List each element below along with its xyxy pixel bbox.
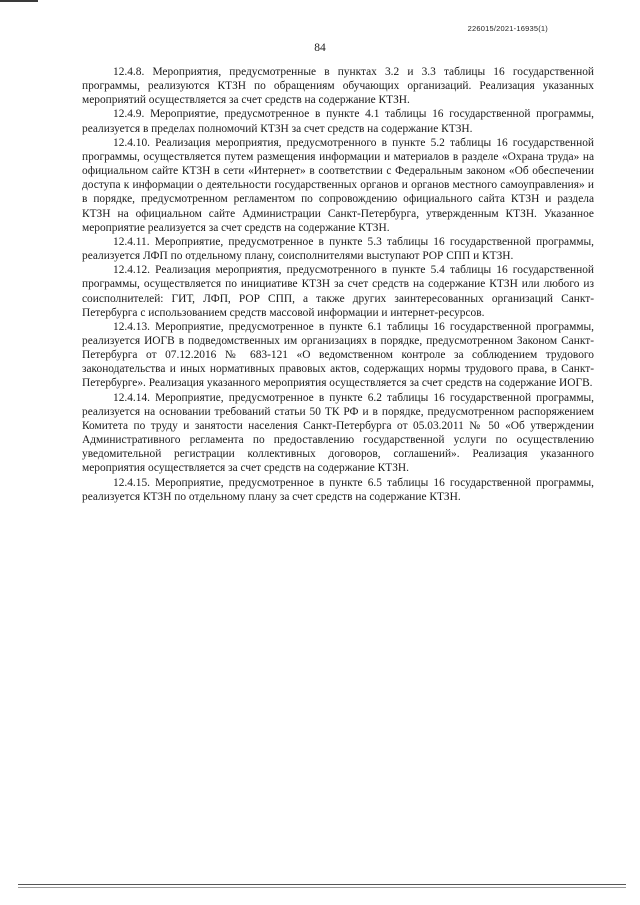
- paragraph-12-4-11: 12.4.11. Мероприятие, предусмотренное в пункте 5.3 таблицы 16 государственной программы, реализуется ЛФП по отдельному плану, соисполнителями выступают РОР СПП и КТЗН.: [82, 235, 594, 263]
- paragraph-12-4-9: 12.4.9. Мероприятие, предусмотренное в пункте 4.1 таблицы 16 государственной программы, реализуется в пределах полномочий КТЗН за счет средств на содержание КТЗН.: [82, 108, 594, 135]
- paragraph-12-4-10: 12.4.10. Реализация мероприятия, предусмотренного в пункте 5.2 таблицы 16 государственной программы, осуществляется путем размещения информации и материалов в разделе «Охрана труда» на официальном сайте КТЗН в сети «Интернет» в соответствии с Федеральным законом «Об обеспечении доступа к информации о деятельности государственных органов и органов местного самоуправления» и в порядке, предусмотренном регламентом по сопровождению официального сайта КТЗН и раздела КТЗН на официальном сайте Администрации Санкт-Петербурга, утвержденным КТЗН. Указанное мероприятие реализуется за счет средств на содержание КТЗН.: [82, 136, 594, 234]
- paragraph-12-4-13: 12.4.13. Мероприятие, предусмотренное в пункте 6.1 таблицы 16 государственной программы, реализуется ИОГВ в подведомственных им организациях в порядке, предусмотренном Законом Санкт-Петербурга от 07.12.2016 № 683-121 «О ведомственном контроле за соблюдением трудового законодательства и иных нормативных правовых актов, содержащих нормы трудового права, в Санкт-Петербурге». Реализация указанного мероприятия осуществляется за счет средств на содержание ИОГВ.: [82, 320, 594, 390]
- paragraph-12-4-8: 12.4.8. Мероприятия, предусмотренные в пунктах 3.2 и 3.3 таблицы 16 государственной программы, реализуются КТЗН по обращениям обучающих организаций. Реализация указанных мероприятий осуществляется за счет средств на содержание КТЗН.: [82, 66, 594, 107]
- scan-bottom-rule: [18, 884, 626, 885]
- paragraph-12-4-15: 12.4.15. Мероприятие, предусмотренное в пункте 6.5 таблицы 16 государственной программы, реализуется КТЗН по отдельному плану за счет средств на содержание КТЗН.: [82, 476, 594, 503]
- document-body: [82, 65, 594, 504]
- page-number: 84: [314, 42, 326, 54]
- scan-bottom-rule-secondary: [18, 887, 626, 888]
- paragraph-12-4-12: 12.4.12. Реализация мероприятия, предусмотренного в пункте 5.4 таблицы 16 государственной программы, осуществляется по инициативе КТЗН за счет средств на содержание КТЗН или любого из соисполнителей: ГИТ, ЛФП, РОР СПП, а также других заинтересованных организаций Санкт-Петербурга с использованием средств массовой информации и интернет-ресурсов.: [82, 264, 594, 319]
- document-id: 226015/2021-16935(1): [467, 24, 548, 33]
- scan-corner-mark: [0, 0, 38, 2]
- paragraph-12-4-14: 12.4.14. Мероприятие, предусмотренное в пункте 6.2 таблицы 16 государственной программы, реализуется на основании требований статьи 50 ТК РФ и в порядке, предусмотренном распоряжением Комитета по труду и занятости населения Санкт-Петербурга от 05.03.2011 № 50 «Об утверждении Административного регламента по предоставлению государственной услуги по осуществлению уведомительной регистрации коллективных договоров, соглашений». Реализация указанного мероприятия осуществляется за счет средств на содержание КТЗН.: [82, 391, 594, 475]
